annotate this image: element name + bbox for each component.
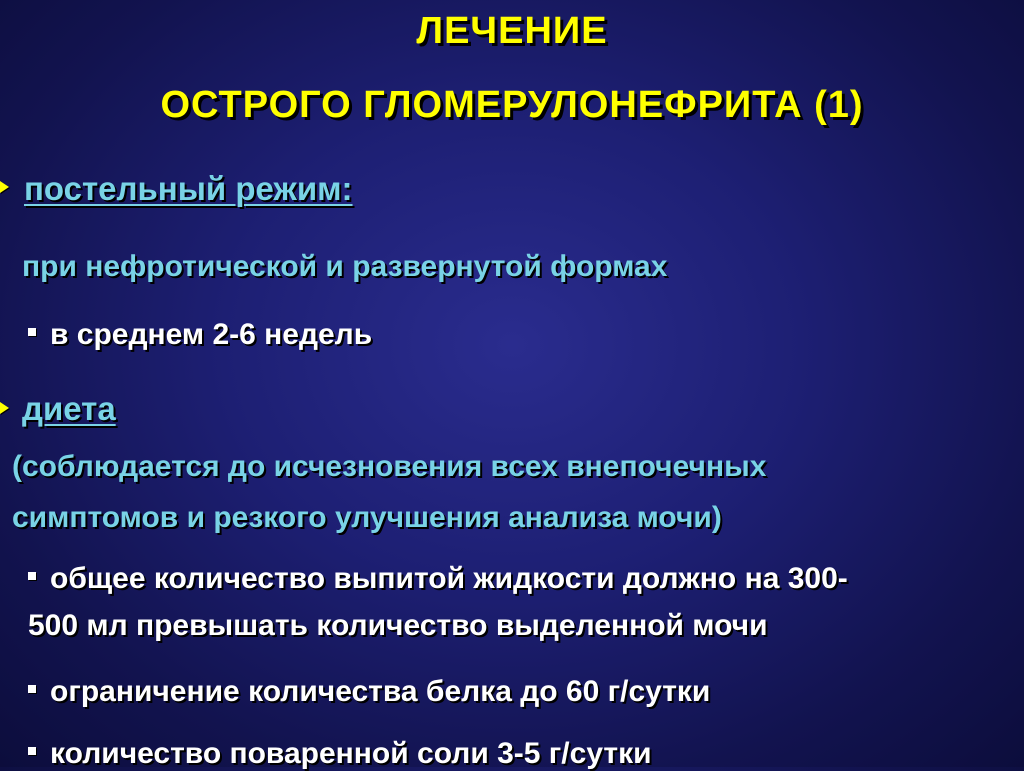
- diet-bullet-1-line-1: [28, 562, 848, 596]
- diet-heading: диета: [22, 390, 116, 427]
- diet-bullet-1-line-1-text: общее количество выпитой жидкости должно на 300-: [50, 562, 848, 595]
- bed-rest-note: при нефротической и развернутой формах: [22, 250, 668, 283]
- arrow-bullet-icon: [0, 181, 9, 193]
- slide-title-line2: ОСТРОГО ГЛОМЕРУЛОНЕФРИТА (1): [160, 84, 864, 126]
- square-bullet-icon: [28, 328, 36, 336]
- slide-title-line1: ЛЕЧЕНИЕ: [416, 10, 608, 52]
- bed-rest-heading: постельный режим:: [24, 170, 353, 207]
- diet-bullet-2: [28, 675, 710, 709]
- diet-note-line-1: (соблюдается до исчезновения всех внепочечных: [12, 450, 767, 483]
- square-bullet-icon: [28, 572, 36, 580]
- diet-bullet-1-line-2: 500 мл превышать количество выделенной мочи: [28, 609, 768, 642]
- diet-note-line-2: симптомов и резкого улучшения анализа мочи): [12, 501, 722, 534]
- bed-rest-bullet-1: [28, 318, 372, 352]
- diet-bullet-2-text: ограничение количества белка до 60 г/сутки: [50, 675, 711, 708]
- diet-bullet-3-text: количество поваренной соли 3-5 г/сутки: [50, 737, 652, 770]
- bed-rest-bullet-1-text: в среднем 2-6 недель: [50, 318, 373, 351]
- square-bullet-icon: [28, 747, 36, 755]
- square-bullet-icon: [28, 685, 36, 693]
- diet-bullet-3: [28, 737, 652, 771]
- arrow-bullet-icon: [0, 402, 9, 414]
